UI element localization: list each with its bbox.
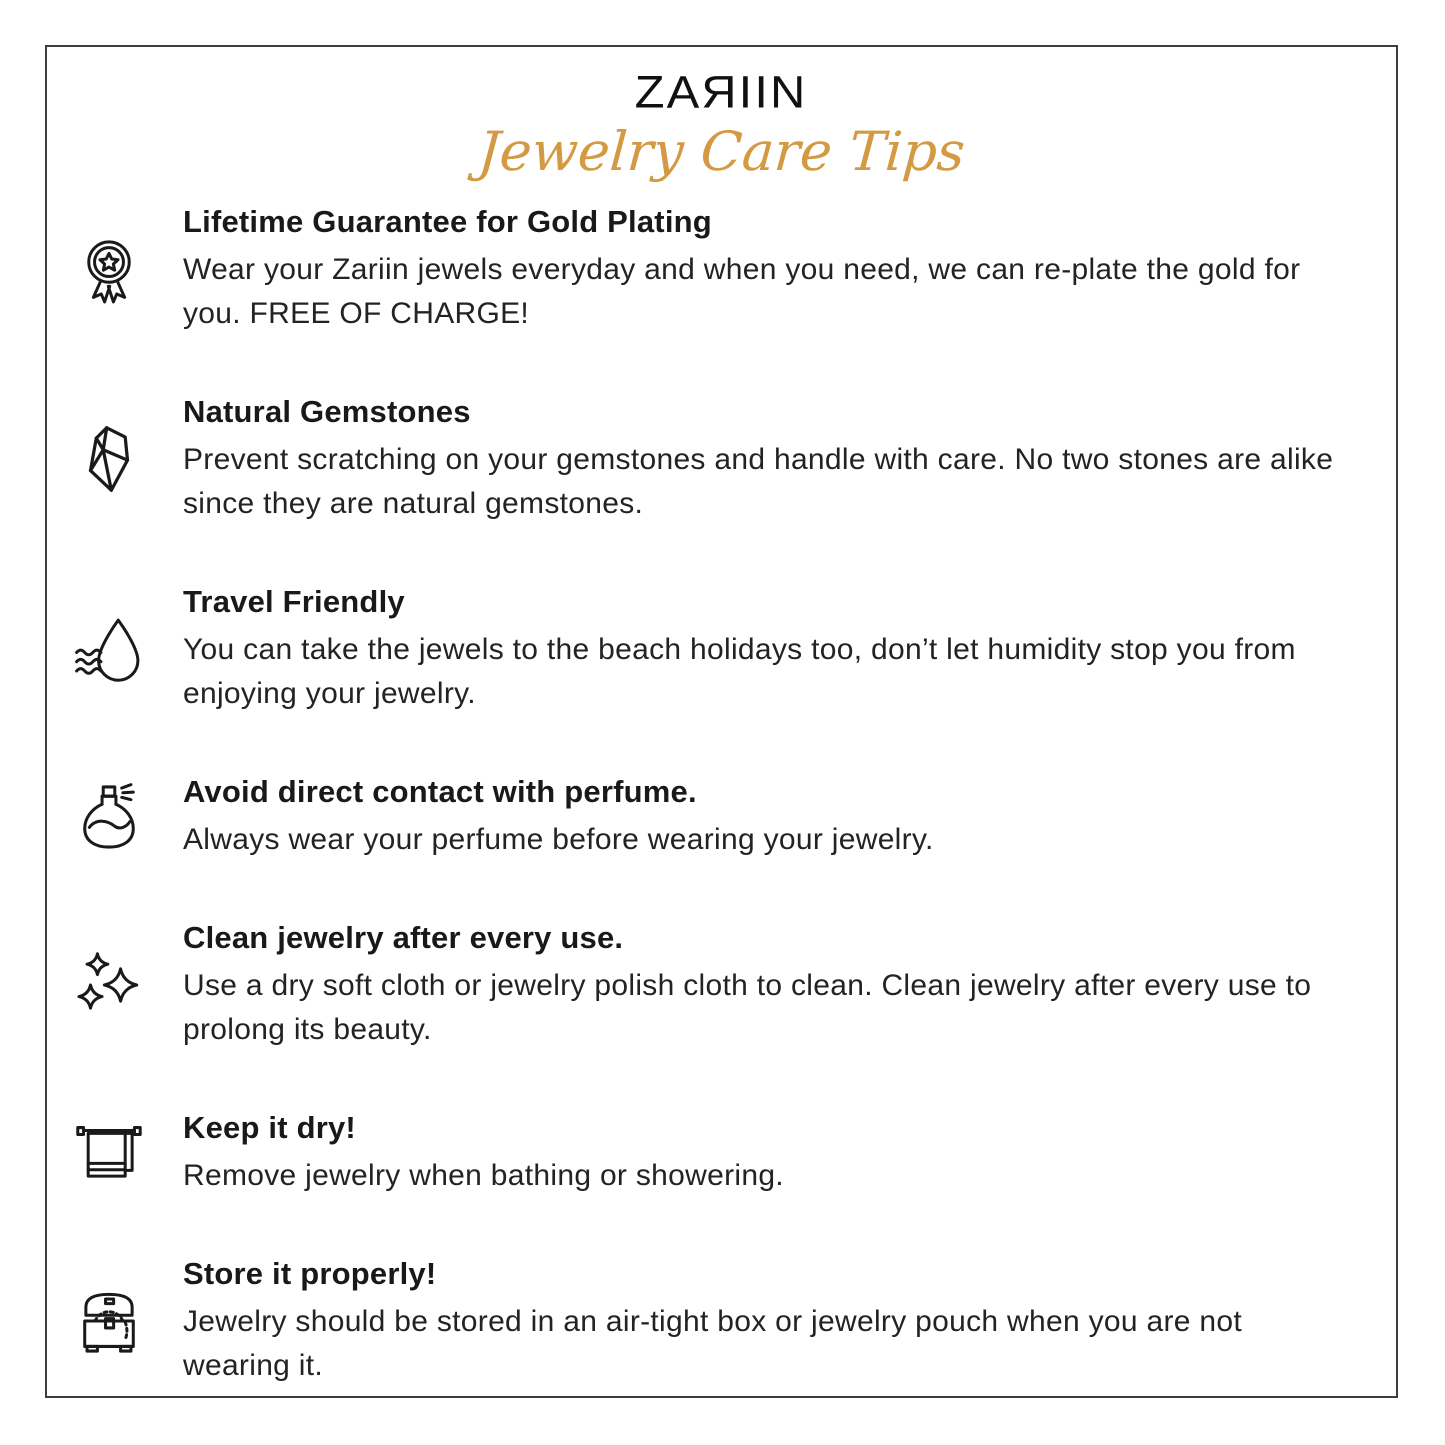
brand-logo: ZAЯIIN <box>635 66 808 117</box>
tip-row <box>47 1253 1396 1388</box>
tip-body: Prevent scratching on your gemstones and handle with care. No two stones are alike since they are natural gemstones. <box>183 443 1334 520</box>
tip-text <box>183 391 1353 526</box>
tip-body: Remove jewelry when bathing or showering. <box>183 1159 784 1192</box>
jewelry-box-icon <box>61 1284 157 1358</box>
tip-body: Wear your Zariin jewels everyday and when you need, we can re-plate the gold for you. FREE OF CHARGE! <box>183 253 1301 330</box>
tip-text <box>183 201 1353 336</box>
tip-title: Clean jewelry after every use. <box>183 920 624 955</box>
water-drop-icon <box>61 612 157 686</box>
tip-title: Natural Gemstones <box>183 394 471 429</box>
tip-row <box>47 917 1396 1052</box>
tip-row <box>47 1107 1396 1198</box>
header <box>47 47 1396 185</box>
tip-title: Travel Friendly <box>183 584 405 619</box>
tip-row <box>47 391 1396 526</box>
tip-row <box>47 581 1396 716</box>
tip-body: You can take the jewels to the beach holidays too, don’t let humidity stop you from enjoying your jewelry. <box>183 633 1296 710</box>
sparkles-icon <box>61 948 157 1022</box>
tip-title: Store it properly! <box>183 1256 437 1291</box>
tip-body: Use a dry soft cloth or jewelry polish cloth to clean. Clean jewelry after every use to prolong its beauty. <box>183 969 1312 1046</box>
award-ribbon-icon <box>61 232 157 306</box>
tip-title: Lifetime Guarantee for Gold Plating <box>183 204 712 239</box>
tip-text <box>183 771 1353 862</box>
tip-text <box>183 581 1353 716</box>
perfume-bottle-icon <box>61 780 157 854</box>
tip-text <box>183 1253 1353 1388</box>
tip-text <box>183 1107 1353 1198</box>
tip-body: Jewelry should be stored in an air-tight box or jewelry pouch when you are not wearing it. <box>183 1305 1242 1382</box>
tip-row <box>47 771 1396 862</box>
tip-title: Keep it dry! <box>183 1110 356 1145</box>
tip-row <box>47 201 1396 336</box>
care-tips-card <box>45 45 1398 1398</box>
page-title: Jewelry Care Tips <box>476 120 968 183</box>
tip-body: Always wear your perfume before wearing your jewelry. <box>183 823 934 856</box>
towel-icon <box>61 1116 157 1190</box>
tips-list <box>47 201 1396 1388</box>
tip-text <box>183 917 1353 1052</box>
tip-title: Avoid direct contact with perfume. <box>183 774 697 809</box>
gemstone-icon <box>61 422 157 496</box>
